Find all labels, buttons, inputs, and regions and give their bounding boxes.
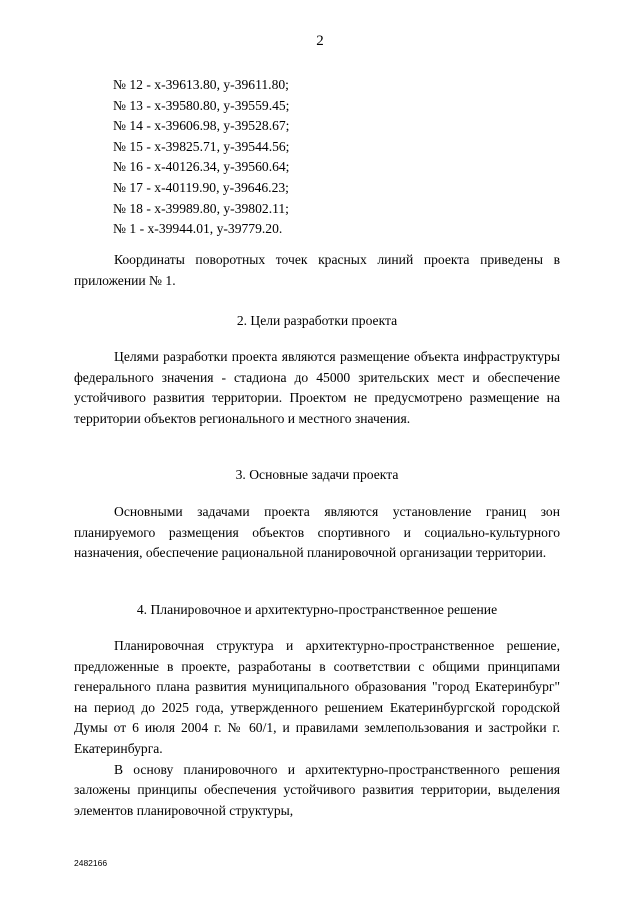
coordinate-line: № 13 - х-39580.80, у-39559.45; bbox=[113, 97, 290, 113]
red-lines-paragraph: Координаты поворотных точек красных линий проекта приведены в приложении № 1. bbox=[74, 252, 560, 288]
planning-paragraphs-block bbox=[74, 636, 560, 821]
tasks-paragraph-block bbox=[74, 502, 560, 564]
coordinate-line: № 16 - х-40126.34, у-39560.64; bbox=[113, 159, 290, 175]
page-number: 2 bbox=[316, 33, 324, 49]
goals-paragraph: Целями разработки проекта являются размещение объекта инфраструктуры федерального значения - стадиона до 45000 зрительских мест и обеспечение устойчивого развития территории. Проектом не предусмотрено размещение на территории объектов регионального и местного значения. bbox=[74, 349, 560, 426]
coordinate-line: № 17 - х-40119.90, у-39646.23; bbox=[113, 179, 289, 195]
section-heading-4: 4. Планировочное и архитектурно-пространственное решение bbox=[136, 602, 498, 617]
coordinate-line: № 14 - х-39606.98, у-39528.67; bbox=[113, 118, 290, 134]
red-lines-paragraph-block bbox=[74, 250, 560, 291]
goals-paragraph-block bbox=[74, 347, 560, 429]
coordinates-list bbox=[113, 75, 289, 240]
coordinate-line: № 15 - х-39825.71, у-39544.56; bbox=[113, 138, 290, 154]
coordinate-line: № 1 - х-39944.01, у-39779.20. bbox=[113, 221, 283, 237]
planning-paragraph-2: В основу планировочного и архитектурно-пространственного решения заложены принципы обеспечения устойчивого развития территории, выделения элементов планировочной структуры, bbox=[74, 761, 560, 818]
tasks-paragraph: Основными задачами проекта являются установление границ зон планируемого размещения объектов спортивного и социально-культурного назначения, обеспечение рациональной планировочной организации территории. bbox=[74, 504, 560, 561]
coordinate-line: № 18 - х-39989.80, у-39802.11; bbox=[113, 200, 289, 216]
section-heading-3: 3. Основные задачи проекта bbox=[235, 467, 399, 482]
coordinate-line: № 12 - х-39613.80, у-39611.80; bbox=[113, 77, 289, 92]
document-code: 2482166 bbox=[74, 858, 108, 868]
section-heading-2: 2. Цели разработки проекта bbox=[236, 313, 398, 328]
planning-paragraph-1: Планировочная структура и архитектурно-пространственное решение, предложенные в проекте, разработаны в соответствии с общими принципами генерального плана развития муниципального образования "город Екатеринбург" на период до 2025 года, утвержденного решением Екатеринбургской городской Думы от 6 июля 2004 г. № 60/1, и правилами землепользования и застройки г. Екатеринбурга. bbox=[74, 638, 560, 756]
